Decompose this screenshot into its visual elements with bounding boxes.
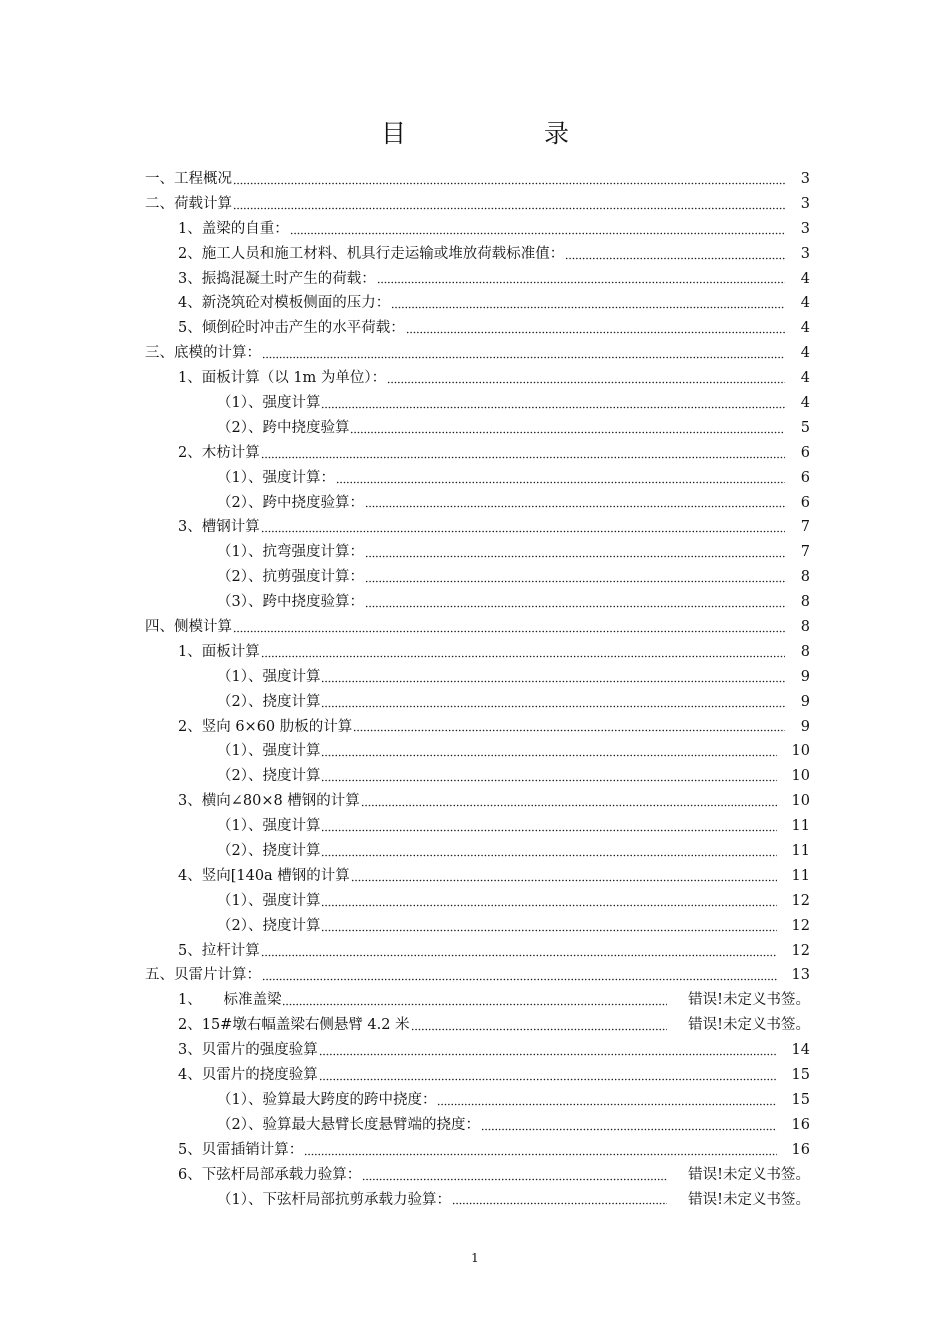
- toc-entry[interactable]: [145, 665, 810, 690]
- toc-entry-page: 7: [800, 519, 810, 536]
- toc-entry-page: 6: [800, 494, 810, 511]
- toc-dot-leader: [365, 573, 785, 583]
- toc-entry[interactable]: [145, 466, 810, 491]
- toc-entry-label: 3、横向∠80×8 槽钢的计算: [178, 793, 360, 810]
- toc-dot-leader: [321, 922, 777, 932]
- toc-entry-label: 二、荷载计算: [145, 195, 232, 212]
- toc-entry-page: 12: [791, 917, 810, 934]
- toc-entry-label: 1、 标准盖梁: [178, 992, 282, 1009]
- toc-entry[interactable]: [145, 316, 810, 341]
- toc-dot-leader: [321, 897, 777, 907]
- toc-entry-label: （2）、挠度计算: [217, 693, 321, 710]
- toc-entry-page: 12: [791, 942, 810, 959]
- toc-entry-page: 3: [800, 245, 810, 262]
- toc-entry-label: 6、下弦杆局部承载力验算：: [178, 1166, 362, 1183]
- toc-dot-leader: [304, 1146, 777, 1156]
- toc-entry[interactable]: [145, 640, 810, 665]
- toc-entry[interactable]: [145, 590, 810, 615]
- toc-entry-label: （1）、强度计算: [217, 892, 321, 909]
- toc-dot-leader: [481, 1121, 777, 1131]
- toc-entry[interactable]: [145, 291, 810, 316]
- toc-title: 目录: [380, 119, 707, 148]
- toc-entry[interactable]: [145, 1188, 810, 1213]
- toc-entry[interactable]: [145, 988, 810, 1013]
- toc-entry-label: （1）、验算最大跨度的跨中挠度：: [217, 1091, 437, 1108]
- toc-dot-leader: [351, 872, 777, 882]
- toc-entry-page: 错误!未定义书签。: [688, 1166, 810, 1183]
- toc-dot-leader: [282, 996, 667, 1006]
- toc-entry-label: 五、贝雷片计算：: [145, 967, 261, 984]
- toc-entry-label: （2）、挠度计算: [217, 917, 321, 934]
- toc-dot-leader: [319, 1046, 777, 1056]
- toc-entry-page: 11: [791, 843, 810, 860]
- toc-entry[interactable]: [145, 1138, 810, 1163]
- toc-dot-leader: [377, 274, 785, 284]
- toc-entry[interactable]: [145, 416, 810, 441]
- toc-entry-label: （1）、强度计算: [217, 818, 321, 835]
- toc-entry-label: 2、15#墩右幅盖梁右侧悬臂 4.2 米: [178, 1017, 410, 1034]
- toc-entry[interactable]: [145, 939, 810, 964]
- toc-entry[interactable]: [145, 1163, 810, 1188]
- toc-dot-leader: [387, 374, 785, 384]
- toc-entry[interactable]: [145, 789, 810, 814]
- toc-entry-page: 15: [791, 1091, 810, 1108]
- toc-dot-leader: [336, 474, 785, 484]
- toc-entry[interactable]: [145, 515, 810, 540]
- toc-dot-leader: [321, 673, 785, 683]
- toc-dot-leader: [365, 598, 785, 608]
- toc-dot-leader: [452, 1195, 667, 1205]
- toc-entry[interactable]: [145, 764, 810, 789]
- toc-entry[interactable]: [145, 565, 810, 590]
- toc-entry[interactable]: [145, 914, 810, 939]
- toc-entry-page: 错误!未定义书签。: [688, 992, 810, 1009]
- toc-entry[interactable]: [145, 267, 810, 292]
- toc-entry-page: 11: [791, 867, 810, 884]
- toc-entry[interactable]: [145, 242, 810, 267]
- toc-entry-page: 9: [800, 718, 810, 735]
- toc-entry-page: 16: [791, 1141, 810, 1158]
- toc-entry-page: 5: [800, 419, 810, 436]
- toc-entry-page: 6: [800, 444, 810, 461]
- toc-entry[interactable]: [145, 540, 810, 565]
- toc-entry[interactable]: [145, 739, 810, 764]
- toc-entry[interactable]: [145, 1013, 810, 1038]
- toc-dot-leader: [262, 971, 777, 981]
- toc-entry-page: 9: [800, 668, 810, 685]
- toc-entry-page: 3: [800, 195, 810, 212]
- toc-entry-label: 3、贝雷片的强度验算: [178, 1042, 318, 1059]
- toc-entry-label: （2）、跨中挠度验算: [217, 419, 350, 436]
- toc-entry[interactable]: [145, 341, 810, 366]
- toc-entry-page: 4: [800, 320, 810, 337]
- toc-entry-label: 1、面板计算（以 1m 为单位）：: [178, 370, 387, 387]
- toc-dot-leader: [365, 498, 785, 508]
- toc-dot-leader: [361, 797, 777, 807]
- toc-entry-page: 10: [791, 743, 810, 760]
- toc-entry-page: 9: [800, 693, 810, 710]
- toc-entry-page: 6: [800, 469, 810, 486]
- toc-dot-leader: [233, 175, 785, 185]
- toc-dot-leader: [261, 648, 785, 658]
- toc-entry-page: 15: [791, 1067, 810, 1084]
- toc-entry-page: 16: [791, 1116, 810, 1133]
- toc-entry[interactable]: [145, 217, 810, 242]
- toc-entry[interactable]: [145, 1063, 810, 1088]
- toc-dot-leader: [406, 324, 785, 334]
- toc-entry[interactable]: [145, 192, 810, 217]
- toc-entry[interactable]: [145, 839, 810, 864]
- toc-dot-leader: [261, 449, 785, 459]
- toc-entry-label: 4、竖向[140a 槽钢的计算: [178, 867, 350, 884]
- toc-entry[interactable]: [145, 889, 810, 914]
- toc-entry[interactable]: [145, 366, 810, 391]
- toc-entry-label: 4、贝雷片的挠度验算: [178, 1067, 318, 1084]
- toc-entry-page: 14: [791, 1042, 810, 1059]
- toc-entry-label: 2、竖向 6×60 肋板的计算: [178, 718, 353, 735]
- toc-entry-page: 3: [800, 170, 810, 187]
- toc-dot-leader: [261, 947, 777, 957]
- toc-entry-page: 4: [800, 345, 810, 362]
- table-of-contents: [145, 167, 810, 1212]
- toc-entry-label: （1）、抗弯强度计算：: [217, 544, 364, 561]
- toc-entry-page: 10: [791, 768, 810, 785]
- toc-dot-leader: [321, 847, 777, 857]
- toc-entry-page: 8: [800, 619, 810, 636]
- toc-entry-page: 3: [800, 220, 810, 237]
- toc-dot-leader: [261, 523, 785, 533]
- toc-dot-leader: [290, 225, 785, 235]
- toc-entry[interactable]: [145, 1113, 810, 1138]
- toc-entry-label: （3）、跨中挠度验算：: [217, 594, 364, 611]
- toc-entry-label: 2、施工人员和施工材料、机具行走运输或堆放荷载标准值：: [178, 245, 565, 262]
- toc-entry-label: （1）、强度计算: [217, 743, 321, 760]
- toc-entry-label: 四、侧模计算: [145, 619, 232, 636]
- toc-entry-label: 1、盖梁的自重：: [178, 220, 289, 237]
- toc-entry[interactable]: [145, 690, 810, 715]
- toc-entry-label: 三、底模的计算：: [145, 345, 261, 362]
- toc-entry-page: 12: [791, 892, 810, 909]
- toc-entry-page: 7: [800, 544, 810, 561]
- toc-entry-page: 10: [791, 793, 810, 810]
- toc-dot-leader: [233, 200, 785, 210]
- toc-dot-leader: [321, 698, 785, 708]
- toc-dot-leader: [319, 1071, 777, 1081]
- toc-entry[interactable]: [145, 441, 810, 466]
- toc-entry-label: 1、面板计算: [178, 643, 260, 660]
- toc-dot-leader: [233, 623, 785, 633]
- toc-entry[interactable]: [145, 167, 810, 192]
- toc-dot-leader: [262, 349, 785, 359]
- toc-entry-page: 13: [791, 967, 810, 984]
- toc-entry[interactable]: [145, 715, 810, 740]
- toc-entry-page: 8: [800, 643, 810, 660]
- toc-entry-label: （2）、验算最大悬臂长度悬臂端的挠度：: [217, 1116, 480, 1133]
- toc-dot-leader: [365, 548, 785, 558]
- toc-entry-page: 错误!未定义书签。: [688, 1191, 810, 1208]
- toc-entry[interactable]: [145, 814, 810, 839]
- toc-entry-page: 4: [800, 395, 810, 411]
- toc-entry-label: 3、振捣混凝土时产生的荷载：: [178, 270, 376, 287]
- toc-dot-leader: [321, 822, 777, 832]
- toc-entry-page: 4: [800, 270, 810, 287]
- toc-dot-leader: [353, 722, 785, 732]
- toc-entry[interactable]: [145, 864, 810, 889]
- toc-dot-leader: [437, 1096, 777, 1106]
- toc-entry-label: （2）、挠度计算: [217, 768, 321, 785]
- toc-entry-page: 错误!未定义书签。: [688, 1017, 810, 1034]
- toc-entry-page: 4: [800, 370, 810, 387]
- toc-entry-label: 5、拉杆计算: [178, 942, 260, 959]
- toc-entry-label: 5、倾倒砼时冲击产生的水平荷载：: [178, 320, 405, 337]
- toc-entry[interactable]: [145, 491, 810, 516]
- toc-entry-label: （1）、强度计算: [217, 668, 321, 685]
- toc-entry[interactable]: [145, 615, 810, 640]
- toc-dot-leader: [350, 424, 785, 434]
- toc-entry[interactable]: [145, 1088, 810, 1113]
- toc-dot-leader: [321, 399, 785, 409]
- toc-entry-label: 5、贝雷插销计算：: [178, 1141, 304, 1158]
- toc-entry-label: 3、槽钢计算: [178, 519, 260, 536]
- toc-dot-leader: [321, 772, 777, 782]
- toc-entry-page: 4: [800, 295, 810, 312]
- toc-entry-page: 11: [791, 818, 810, 835]
- toc-dot-leader: [391, 299, 785, 309]
- toc-dot-leader: [565, 250, 785, 260]
- toc-entry-label: （2）、跨中挠度验算：: [217, 494, 364, 511]
- toc-dot-leader: [321, 747, 777, 757]
- toc-entry-label: 4、新浇筑砼对模板侧面的压力：: [178, 295, 391, 312]
- toc-entry-label: 2、木枋计算: [178, 444, 260, 461]
- toc-entry-label: （1）、强度计算：: [217, 469, 335, 486]
- toc-entry-label: （1）、强度计算: [217, 395, 321, 411]
- page-number: 1: [471, 1251, 479, 1265]
- toc-entry-label: （2）、挠度计算: [217, 843, 321, 860]
- toc-entry-label: （2）、抗剪强度计算：: [217, 569, 364, 586]
- toc-entry-page: 8: [800, 569, 810, 586]
- toc-entry-label: （1）、下弦杆局部抗剪承载力验算：: [217, 1191, 451, 1208]
- toc-entry-label: 一、工程概况: [145, 170, 232, 187]
- toc-entry[interactable]: [145, 1038, 810, 1063]
- toc-entry[interactable]: [145, 964, 810, 989]
- toc-dot-leader: [411, 1021, 667, 1031]
- toc-entry[interactable]: [145, 391, 810, 416]
- toc-dot-leader: [362, 1171, 667, 1181]
- toc-entry-page: 8: [800, 594, 810, 611]
